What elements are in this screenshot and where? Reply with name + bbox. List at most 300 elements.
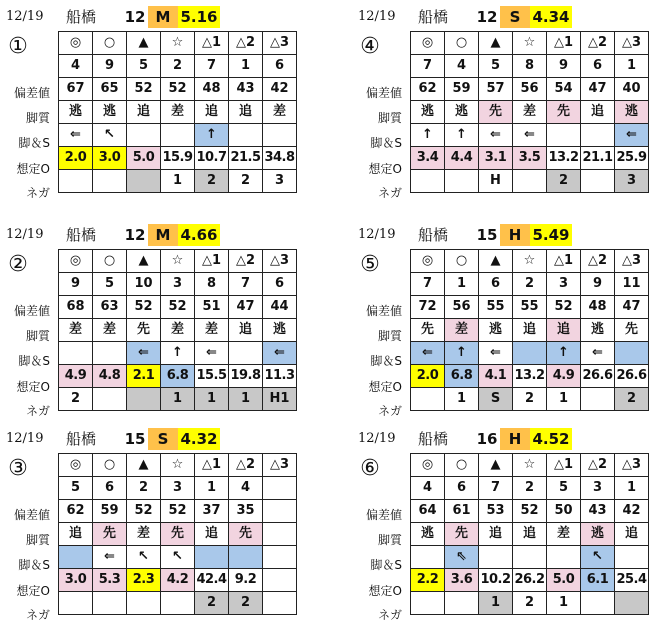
panel-index: ③ bbox=[8, 456, 28, 481]
race-number: 15 bbox=[476, 226, 498, 244]
odds-cell: 2.0 bbox=[411, 365, 445, 388]
row-label: 脚＆S bbox=[370, 558, 402, 572]
move-cell: ↖ bbox=[93, 124, 127, 147]
nega-cell bbox=[127, 388, 161, 411]
running-style-cell: 追 bbox=[229, 101, 263, 124]
row-label: 脚＆S bbox=[370, 136, 402, 150]
nega-cell bbox=[411, 592, 445, 615]
odds-cell: 10.7 bbox=[195, 147, 229, 170]
grid-row bbox=[59, 569, 297, 592]
deviation-cell: 37 bbox=[195, 500, 229, 523]
nega-cell bbox=[59, 592, 93, 615]
move-cell bbox=[229, 546, 263, 569]
running-style-cell: 逃 bbox=[479, 319, 513, 342]
running-style-cell: 先 bbox=[93, 523, 127, 546]
prediction-grid bbox=[58, 31, 297, 193]
mark-cell: △3 bbox=[263, 454, 297, 477]
odds-cell: 21.5 bbox=[229, 147, 263, 170]
row-label: ネガ bbox=[25, 186, 50, 200]
race-panel bbox=[352, 3, 669, 219]
race-grade: M bbox=[148, 6, 178, 28]
odds-cell: 25.4 bbox=[615, 569, 649, 592]
move-cell: ↑ bbox=[445, 124, 479, 147]
mark-cell: ☆ bbox=[513, 454, 547, 477]
move-cell: ↑ bbox=[411, 124, 445, 147]
mark-cell: ○ bbox=[93, 250, 127, 273]
mark-cell: △3 bbox=[263, 32, 297, 55]
deviation-cell: 55 bbox=[479, 296, 513, 319]
grid-row bbox=[411, 296, 649, 319]
mark-cell: ▲ bbox=[127, 454, 161, 477]
odds-cell: 42.4 bbox=[195, 569, 229, 592]
grid-row bbox=[411, 273, 649, 296]
move-cell: ↖ bbox=[581, 546, 615, 569]
mark-cell: △1 bbox=[195, 454, 229, 477]
nega-cell: 1 bbox=[229, 388, 263, 411]
mark-cell: △2 bbox=[229, 32, 263, 55]
grid-row bbox=[59, 273, 297, 296]
move-cell bbox=[127, 124, 161, 147]
grid-row bbox=[411, 500, 649, 523]
running-style-cell: 差 bbox=[93, 319, 127, 342]
running-style-cell: 差 bbox=[445, 319, 479, 342]
horse-number-cell: 4 bbox=[229, 477, 263, 500]
running-style-cell: 追 bbox=[127, 101, 161, 124]
nega-cell bbox=[581, 592, 615, 615]
mark-cell: ◎ bbox=[411, 454, 445, 477]
odds-cell: 3.5 bbox=[513, 147, 547, 170]
race-venue: 船橋 bbox=[418, 226, 449, 244]
nega-cell: 2 bbox=[195, 592, 229, 615]
move-cell: ⇐ bbox=[479, 124, 513, 147]
grid-row bbox=[411, 124, 649, 147]
odds-cell: 9.2 bbox=[229, 569, 263, 592]
prediction-grid bbox=[410, 249, 649, 411]
panel-index: ② bbox=[8, 252, 28, 277]
mark-cell: △2 bbox=[581, 454, 615, 477]
race-header bbox=[0, 425, 320, 451]
odds-cell: 4.2 bbox=[161, 569, 195, 592]
nega-cell bbox=[161, 592, 195, 615]
nega-cell: 2 bbox=[229, 592, 263, 615]
grid-row bbox=[59, 342, 297, 365]
nega-cell: 2 bbox=[547, 170, 581, 193]
mark-cell: ◎ bbox=[59, 250, 93, 273]
horse-number-cell: 10 bbox=[127, 273, 161, 296]
nega-cell: 1 bbox=[195, 388, 229, 411]
deviation-cell: 59 bbox=[445, 78, 479, 101]
horse-number-cell: 2 bbox=[513, 477, 547, 500]
horse-number-cell: 5 bbox=[547, 477, 581, 500]
mark-cell: ▲ bbox=[479, 32, 513, 55]
horse-number-cell: 7 bbox=[229, 273, 263, 296]
running-style-cell: 追 bbox=[195, 523, 229, 546]
move-cell: ↑ bbox=[547, 342, 581, 365]
nega-cell bbox=[127, 592, 161, 615]
mark-cell: ▲ bbox=[479, 454, 513, 477]
row-label: 想定O bbox=[16, 162, 50, 176]
odds-cell: 11.3 bbox=[263, 365, 297, 388]
running-style-cell: 追 bbox=[513, 319, 547, 342]
grid-row bbox=[411, 365, 649, 388]
running-style-cell: 追 bbox=[615, 523, 649, 546]
grid-row bbox=[411, 454, 649, 477]
deviation-cell: 52 bbox=[127, 78, 161, 101]
grid-row bbox=[59, 388, 297, 411]
nega-cell bbox=[615, 592, 649, 615]
race-score: 5.16 bbox=[178, 6, 220, 28]
horse-number-cell: 1 bbox=[229, 55, 263, 78]
odds-cell: 3.0 bbox=[93, 147, 127, 170]
odds-cell: 15.9 bbox=[161, 147, 195, 170]
odds-cell: 4.9 bbox=[59, 365, 93, 388]
grid-row bbox=[411, 101, 649, 124]
nega-cell bbox=[93, 170, 127, 193]
horse-number-cell: 4 bbox=[445, 55, 479, 78]
horse-number-cell: 3 bbox=[161, 273, 195, 296]
nega-cell: H1 bbox=[263, 388, 297, 411]
nega-cell: 1 bbox=[161, 388, 195, 411]
mark-cell: ☆ bbox=[161, 454, 195, 477]
race-venue: 船橋 bbox=[418, 430, 449, 448]
horse-number-cell: 2 bbox=[161, 55, 195, 78]
horse-number-cell: 6 bbox=[263, 55, 297, 78]
race-panel bbox=[0, 221, 320, 437]
prediction-grid bbox=[58, 249, 297, 411]
grid-row bbox=[411, 569, 649, 592]
horse-number-cell: 3 bbox=[161, 477, 195, 500]
row-label: 想定O bbox=[16, 584, 50, 598]
move-cell: ⇐ bbox=[479, 342, 513, 365]
grid-row bbox=[411, 55, 649, 78]
odds-cell: 3.4 bbox=[411, 147, 445, 170]
deviation-cell: 47 bbox=[581, 78, 615, 101]
running-style-cell: 差 bbox=[59, 319, 93, 342]
race-date: 12/19 bbox=[358, 227, 396, 242]
deviation-cell: 44 bbox=[263, 296, 297, 319]
deviation-cell: 57 bbox=[479, 78, 513, 101]
row-label: 脚質 bbox=[377, 111, 402, 125]
move-cell: ↑ bbox=[445, 342, 479, 365]
running-style-cell: 逃 bbox=[411, 523, 445, 546]
grid-row bbox=[411, 170, 649, 193]
move-cell: ⇖ bbox=[445, 546, 479, 569]
mark-cell: ☆ bbox=[161, 32, 195, 55]
nega-cell: 3 bbox=[263, 170, 297, 193]
deviation-cell: 47 bbox=[229, 296, 263, 319]
deviation-cell: 56 bbox=[445, 296, 479, 319]
race-venue: 船橋 bbox=[418, 8, 449, 26]
deviation-cell: 65 bbox=[93, 78, 127, 101]
deviation-cell: 62 bbox=[411, 78, 445, 101]
mark-cell: ○ bbox=[445, 454, 479, 477]
deviation-cell: 59 bbox=[93, 500, 127, 523]
grid-row bbox=[411, 342, 649, 365]
horse-number-cell: 4 bbox=[411, 477, 445, 500]
horse-number-cell: 6 bbox=[445, 477, 479, 500]
odds-cell: 13.2 bbox=[547, 147, 581, 170]
move-cell: ⇐ bbox=[93, 546, 127, 569]
running-style-cell: 先 bbox=[615, 319, 649, 342]
nega-cell: 1 bbox=[479, 592, 513, 615]
row-label: 偏差値 bbox=[365, 304, 402, 318]
grid-row bbox=[59, 454, 297, 477]
running-style-cell: 追 bbox=[59, 523, 93, 546]
move-cell: ↑ bbox=[161, 342, 195, 365]
race-score: 4.52 bbox=[530, 428, 572, 450]
grid-row bbox=[411, 523, 649, 546]
odds-cell: 2.3 bbox=[127, 569, 161, 592]
grid-row bbox=[59, 523, 297, 546]
odds-cell: 4.4 bbox=[445, 147, 479, 170]
race-date: 12/19 bbox=[358, 431, 396, 446]
move-cell: ⇐ bbox=[615, 124, 649, 147]
panel-index: ⑤ bbox=[360, 252, 380, 277]
running-style-cell: 逃 bbox=[445, 101, 479, 124]
race-grade: M bbox=[148, 224, 178, 246]
move-cell: ⇐ bbox=[195, 342, 229, 365]
race-number: 16 bbox=[476, 430, 498, 448]
nega-cell bbox=[93, 592, 127, 615]
move-cell: ⇐ bbox=[513, 124, 547, 147]
mark-cell: ◎ bbox=[411, 32, 445, 55]
grid-row bbox=[59, 55, 297, 78]
odds-cell: 3.6 bbox=[445, 569, 479, 592]
mark-cell: △1 bbox=[195, 250, 229, 273]
race-venue: 船橋 bbox=[66, 430, 97, 448]
odds-cell: 5.0 bbox=[127, 147, 161, 170]
odds-cell: 26.6 bbox=[581, 365, 615, 388]
horse-number-cell: 6 bbox=[581, 55, 615, 78]
horse-number-cell: 9 bbox=[59, 273, 93, 296]
race-score: 4.34 bbox=[530, 6, 572, 28]
mark-cell: △2 bbox=[581, 250, 615, 273]
grid-row bbox=[59, 78, 297, 101]
running-style-cell: 差 bbox=[513, 101, 547, 124]
race-date: 12/19 bbox=[358, 9, 396, 24]
deviation-cell: 52 bbox=[513, 500, 547, 523]
grid-row bbox=[411, 319, 649, 342]
deviation-cell: 47 bbox=[615, 296, 649, 319]
odds-cell: 4.9 bbox=[547, 365, 581, 388]
odds-cell: 5.0 bbox=[547, 569, 581, 592]
running-style-cell: 差 bbox=[263, 101, 297, 124]
grid-row bbox=[59, 296, 297, 319]
horse-number-cell: 2 bbox=[127, 477, 161, 500]
race-panel bbox=[352, 425, 669, 641]
running-style-cell: 逃 bbox=[615, 101, 649, 124]
move-cell bbox=[411, 546, 445, 569]
horse-number-cell: 9 bbox=[581, 273, 615, 296]
row-label: 脚＆S bbox=[370, 354, 402, 368]
grid-row bbox=[411, 592, 649, 615]
nega-cell: 1 bbox=[547, 592, 581, 615]
move-cell bbox=[59, 342, 93, 365]
running-style-cell: 逃 bbox=[581, 319, 615, 342]
grid-row bbox=[411, 250, 649, 273]
horse-number-cell: 4 bbox=[59, 55, 93, 78]
row-label: 偏差値 bbox=[13, 304, 50, 318]
nega-cell: 1 bbox=[445, 388, 479, 411]
mark-cell: ☆ bbox=[161, 250, 195, 273]
running-style-cell: 先 bbox=[547, 101, 581, 124]
nega-cell: 1 bbox=[161, 170, 195, 193]
odds-cell: 6.1 bbox=[581, 569, 615, 592]
row-label: 偏差値 bbox=[13, 508, 50, 522]
prediction-grid bbox=[410, 453, 649, 615]
running-style-cell bbox=[263, 523, 297, 546]
grid-row bbox=[59, 32, 297, 55]
nega-cell: 2 bbox=[513, 388, 547, 411]
race-panel bbox=[0, 3, 320, 219]
horse-number-cell: 6 bbox=[263, 273, 297, 296]
move-cell bbox=[263, 124, 297, 147]
mark-cell: △2 bbox=[581, 32, 615, 55]
mark-cell: △3 bbox=[615, 32, 649, 55]
move-cell: ⇐ bbox=[59, 124, 93, 147]
running-style-cell: 逃 bbox=[93, 101, 127, 124]
deviation-cell: 52 bbox=[547, 296, 581, 319]
mark-cell: △3 bbox=[263, 250, 297, 273]
race-number: 15 bbox=[124, 430, 146, 448]
row-label: 脚質 bbox=[377, 329, 402, 343]
grid-row bbox=[59, 477, 297, 500]
running-style-cell: 差 bbox=[195, 319, 229, 342]
race-grade: S bbox=[148, 428, 178, 450]
row-label: 脚質 bbox=[25, 111, 50, 125]
move-cell bbox=[615, 546, 649, 569]
race-venue: 船橋 bbox=[66, 8, 97, 26]
horse-number-cell: 5 bbox=[479, 55, 513, 78]
grid-row bbox=[411, 78, 649, 101]
race-panel bbox=[352, 221, 669, 437]
nega-cell bbox=[127, 170, 161, 193]
nega-cell: 3 bbox=[615, 170, 649, 193]
horse-number-cell: 8 bbox=[513, 55, 547, 78]
deviation-cell: 52 bbox=[127, 500, 161, 523]
nega-cell: 2 bbox=[513, 592, 547, 615]
grid-row bbox=[59, 546, 297, 569]
odds-cell: 3.0 bbox=[59, 569, 93, 592]
move-cell bbox=[547, 124, 581, 147]
race-header bbox=[0, 221, 320, 247]
deviation-cell: 67 bbox=[59, 78, 93, 101]
deviation-cell: 48 bbox=[581, 296, 615, 319]
deviation-cell: 56 bbox=[513, 78, 547, 101]
panel-index: ① bbox=[8, 34, 28, 59]
row-label: 偏差値 bbox=[365, 86, 402, 100]
horse-number-cell: 1 bbox=[615, 55, 649, 78]
deviation-cell: 54 bbox=[547, 78, 581, 101]
running-style-cell: 差 bbox=[127, 523, 161, 546]
horse-number-cell: 1 bbox=[195, 477, 229, 500]
race-venue: 船橋 bbox=[66, 226, 97, 244]
nega-cell bbox=[411, 388, 445, 411]
horse-number-cell: 8 bbox=[195, 273, 229, 296]
horse-number-cell: 5 bbox=[93, 273, 127, 296]
horse-number-cell: 6 bbox=[93, 477, 127, 500]
mark-cell: △2 bbox=[229, 250, 263, 273]
grid-row bbox=[59, 592, 297, 615]
running-style-cell: 追 bbox=[479, 523, 513, 546]
race-grade: S bbox=[500, 6, 530, 28]
grid-row bbox=[59, 101, 297, 124]
deviation-cell: 43 bbox=[581, 500, 615, 523]
running-style-cell: 追 bbox=[229, 319, 263, 342]
horse-number-cell: 7 bbox=[195, 55, 229, 78]
move-cell bbox=[229, 342, 263, 365]
odds-cell: 4.1 bbox=[479, 365, 513, 388]
running-style-cell: 先 bbox=[229, 523, 263, 546]
race-number: 12 bbox=[124, 226, 146, 244]
nega-cell bbox=[581, 170, 615, 193]
mark-cell: ◎ bbox=[411, 250, 445, 273]
running-style-cell: 追 bbox=[195, 101, 229, 124]
row-label: ネガ bbox=[25, 404, 50, 418]
deviation-cell: 72 bbox=[411, 296, 445, 319]
odds-cell: 25.9 bbox=[615, 147, 649, 170]
move-cell bbox=[479, 546, 513, 569]
race-number: 12 bbox=[124, 8, 146, 26]
running-style-cell: 差 bbox=[161, 319, 195, 342]
grid-row bbox=[59, 170, 297, 193]
nega-cell: 2 bbox=[229, 170, 263, 193]
move-cell: ⇐ bbox=[263, 342, 297, 365]
odds-cell: 21.1 bbox=[581, 147, 615, 170]
row-label: 想定O bbox=[368, 584, 402, 598]
horse-number-cell: 3 bbox=[581, 477, 615, 500]
row-label: 想定O bbox=[368, 162, 402, 176]
running-style-cell: 逃 bbox=[59, 101, 93, 124]
mark-cell: ☆ bbox=[513, 250, 547, 273]
odds-cell: 26.2 bbox=[513, 569, 547, 592]
mark-cell: ☆ bbox=[513, 32, 547, 55]
deviation-cell: 61 bbox=[445, 500, 479, 523]
horse-number-cell: 5 bbox=[59, 477, 93, 500]
race-score: 5.49 bbox=[530, 224, 572, 246]
horse-number-cell: 9 bbox=[93, 55, 127, 78]
move-cell bbox=[513, 342, 547, 365]
move-cell: ⇐ bbox=[581, 342, 615, 365]
grid-row bbox=[59, 250, 297, 273]
deviation-cell: 63 bbox=[93, 296, 127, 319]
mark-cell: ○ bbox=[93, 32, 127, 55]
odds-cell: 34.8 bbox=[263, 147, 297, 170]
row-label: 脚＆S bbox=[18, 354, 50, 368]
mark-cell: △1 bbox=[547, 250, 581, 273]
deviation-cell: 52 bbox=[161, 296, 195, 319]
deviation-cell: 53 bbox=[479, 500, 513, 523]
race-score: 4.66 bbox=[178, 224, 220, 246]
row-label: 脚＆S bbox=[18, 136, 50, 150]
grid-row bbox=[59, 500, 297, 523]
move-cell: ↖ bbox=[161, 546, 195, 569]
odds-cell: 10.2 bbox=[479, 569, 513, 592]
odds-cell: 15.5 bbox=[195, 365, 229, 388]
odds-cell: 2.1 bbox=[127, 365, 161, 388]
horse-number-cell: 6 bbox=[479, 273, 513, 296]
nega-cell: 2 bbox=[59, 388, 93, 411]
deviation-cell: 52 bbox=[127, 296, 161, 319]
race-date: 12/19 bbox=[6, 431, 44, 446]
horse-number-cell: 1 bbox=[615, 477, 649, 500]
horse-number-cell: 7 bbox=[479, 477, 513, 500]
horse-number-cell: 7 bbox=[411, 273, 445, 296]
odds-cell: 5.3 bbox=[93, 569, 127, 592]
panel-index: ④ bbox=[360, 34, 380, 59]
nega-cell: 2 bbox=[195, 170, 229, 193]
mark-cell: ▲ bbox=[479, 250, 513, 273]
